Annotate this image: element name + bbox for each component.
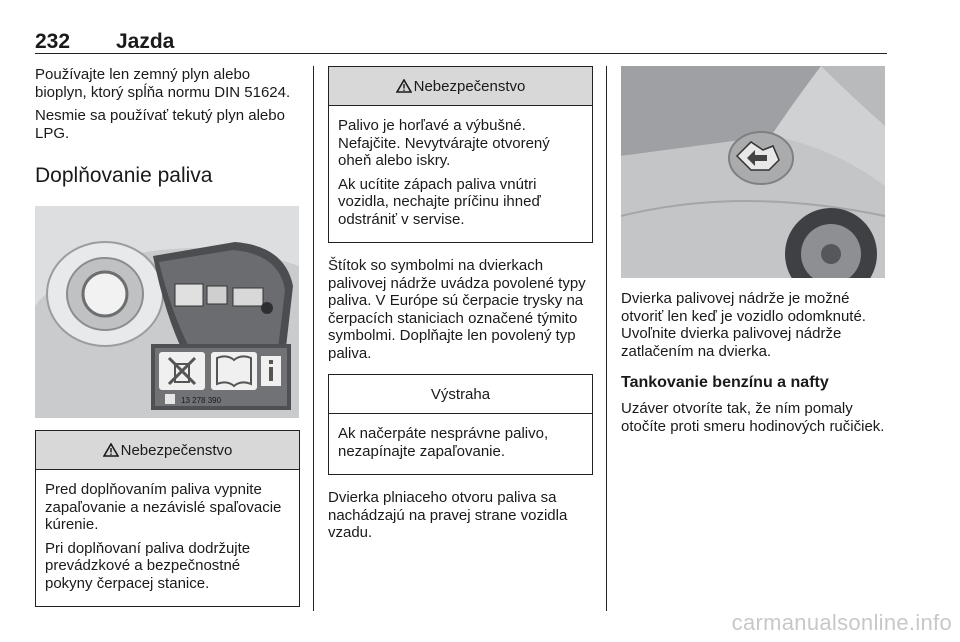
paragraph-fuel-label: Štítok so symbolmi na dvierkach palivovej nádrže uvádza povolené typy paliva. V Európe sú čerpacie trysky na čerpacích staniciach označené týmito symbolmi. Doplňajte len povolený typ paliva. <box>328 257 586 362</box>
danger-box-body <box>36 470 299 606</box>
paragraph-lpg: Nesmie sa používať tekutý plyn alebo LPG. <box>35 107 285 142</box>
caution-box-body <box>329 414 592 474</box>
header-divider <box>35 53 887 54</box>
fuel-door-illustration <box>35 206 299 418</box>
column-divider-2 <box>606 66 607 611</box>
danger-box-title: Nebezpečenstvo <box>413 77 526 95</box>
danger-text-safety: Pri doplňovaní paliva dodržujte prevádzkové a bezpečnostné pokyny čerpacej stanice. <box>45 539 251 592</box>
car-rear-illustration <box>621 66 885 278</box>
column-2 <box>328 66 593 548</box>
danger-text-ignition: Pred doplňovaním paliva vypnite zapaľovanie a nezávislé spaľovacie kúrenie. <box>45 481 282 533</box>
danger-box-header <box>36 431 299 470</box>
column-3 <box>621 66 886 441</box>
section-title: Jazda <box>116 30 175 53</box>
page-number: 232 <box>35 30 71 53</box>
danger-text-flammable: Palivo je horľavé a výbušné. Nefajčite. Nevytvárajte otvorený oheň alebo iskry. <box>338 117 550 169</box>
danger-box-flammable <box>328 66 593 243</box>
paragraph-unlock-fuel-door: Dvierka palivovej nádrže je možné otvoriť len keď je vozidlo odomknuté. Uvoľnite dvierka palivovej nádrže zatlačením na dvierka. <box>621 290 866 360</box>
paragraph-natural-gas: Používajte len zemný plyn alebo bioplyn, ktorý spĺňa normu DIN 51624. <box>35 66 291 101</box>
danger-text-smell: Ak ucítite zápach paliva vnútri vozidla, nechajte príčinu ihneď odstrániť v servise. <box>338 175 541 228</box>
section-heading-refueling: Doplňovanie paliva <box>35 164 213 187</box>
caution-box-header <box>329 375 592 414</box>
paragraph-open-cap: Uzáver otvoríte tak, že ním pomaly otočíte proti smeru hodinových ručičiek. <box>621 400 885 435</box>
subheading-petrol-diesel: Tankovanie benzínu a nafty <box>621 374 829 391</box>
warning-triangle-icon <box>396 79 412 93</box>
danger-box-refueling <box>35 430 300 607</box>
caution-box-title: Výstraha <box>430 385 491 403</box>
caution-text: Ak načerpáte nesprávne palivo, nezapínajte zapaľovanie. <box>338 425 549 460</box>
caution-box <box>328 374 593 475</box>
column-divider-1 <box>313 66 314 611</box>
figure-code: 13 278 390 <box>181 396 222 405</box>
paragraph-fuel-door-location: Dvierka plniaceho otvoru paliva sa nachádzajú na pravej strane vozidla vzadu. <box>328 489 568 541</box>
column-1 <box>35 66 300 621</box>
warning-triangle-icon <box>103 443 119 457</box>
danger-box-header <box>329 67 592 106</box>
danger-box-body <box>329 106 592 242</box>
watermark: carmanualsonline.info <box>731 610 952 635</box>
page-header <box>35 30 885 52</box>
danger-box-title: Nebezpečenstvo <box>120 441 233 459</box>
